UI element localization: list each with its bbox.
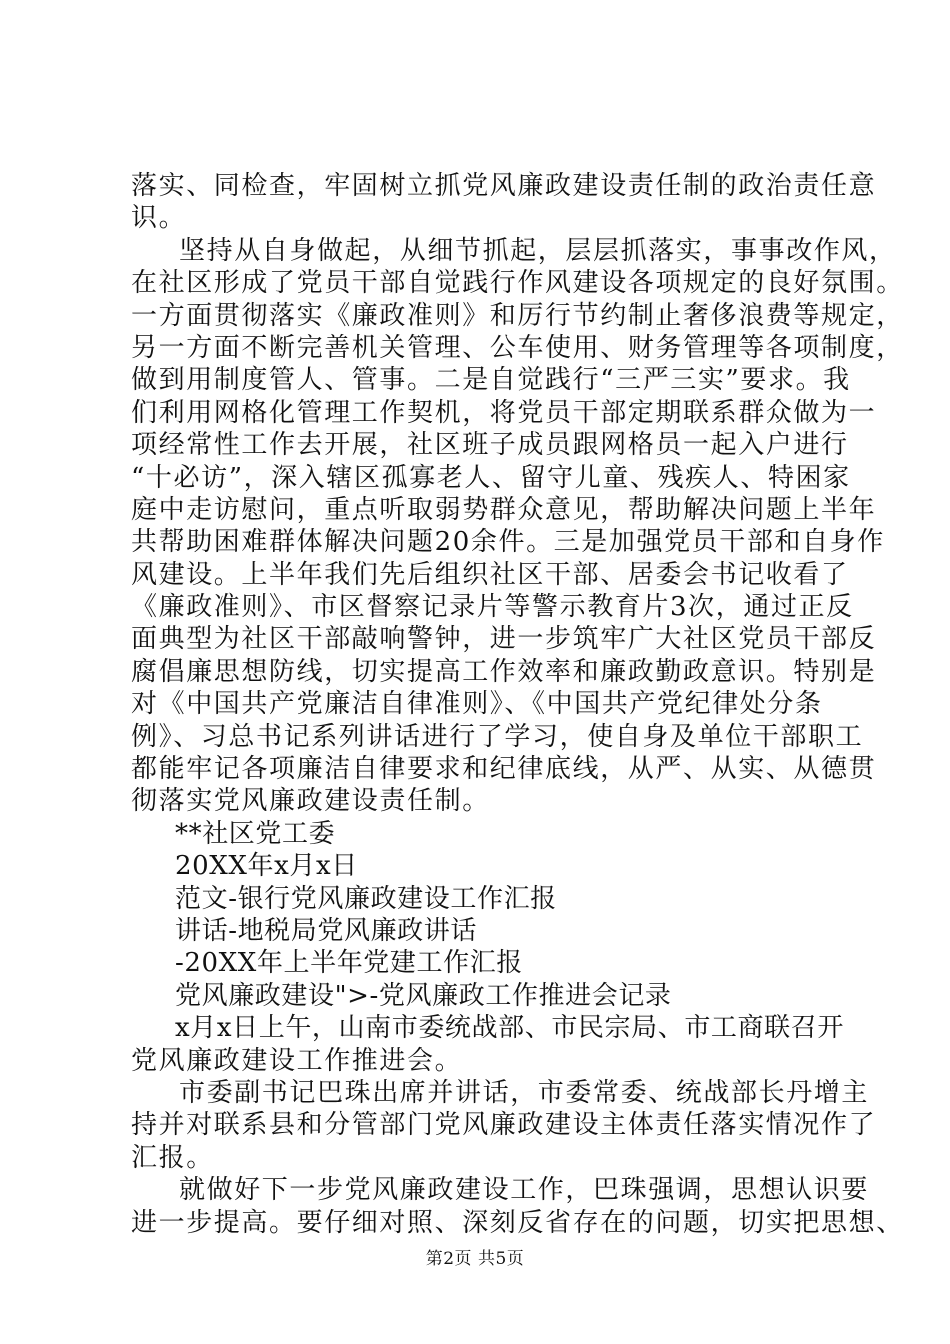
body-line: 《廉政准则》、市区督察记录片等警示教育片3次，通过正反 [131,592,854,623]
body-line: 进一步提高。要仔细对照、深刻反省存在的问题，切实把思想、 [131,1207,904,1238]
body-line: “十必访”，深入辖区孤寡老人、留守儿童、残疾人、特困家 [131,462,851,493]
body-line: 例》、习总书记系列讲话进行了学习，使自身及单位干部职工 [131,721,864,752]
body-line: 另一方面不断完善机关管理、公车使用、财务管理等各项制度， [131,332,904,363]
body-line: 持并对联系县和分管部门党风廉政建设主体责任落实情况作了 [131,1110,877,1141]
body-line: 在社区形成了党员干部自觉践行作风建设各项规定的良好氛围。 [131,268,904,299]
body-line: 党风廉政建设工作推进会。 [131,1045,463,1076]
body-line: 们利用网格化管理工作契机，将党员干部定期联系群众做为一 [131,397,877,428]
body-line: 落实、同检查，牢固树立抓党风廉政建设责任制的政治责任意 [131,171,877,201]
body-line: 一方面贯彻落实《廉政准则》和厉行节约制止奢侈浪费等规定， [131,300,904,331]
document-body [131,170,904,1239]
body-line: 做到用制度管人、管事。二是自觉践行“三严三实”要求。我 [131,365,851,396]
signature-date: 20XX年x月x日 [175,851,358,882]
body-line: 面典型为社区干部敲响警钟，进一步筑牢广大社区党员干部反 [131,624,877,655]
related-link-line: 范文-银行党风廉政建设工作汇报 [175,883,557,914]
body-line: 庭中走访慰问，重点听取弱势群众意见，帮助解决问题上半年 [131,494,877,525]
body-line: 项经常性工作去开展，社区班子成员跟网格员一起入户进行 [131,430,849,461]
body-line: 腐倡廉思想防线，切实提高工作效率和廉政勤政意识。特别是 [131,656,877,687]
signature-org: **社区党工委 [175,818,336,849]
page-footer [0,1244,950,1269]
paragraph-start-line: 市委副书记巴珠出席并讲话，市委常委、统战部长丹增主 [179,1077,870,1108]
related-link-line: 讲话-地税局党风廉政讲话 [175,915,477,946]
body-line: 识。 [131,203,187,234]
body-line: 汇报。 [131,1142,214,1173]
paragraph-start-line: 就做好下一步党风廉政建设工作，巴珠强调，思想认识要 [179,1175,870,1206]
related-link-line: -20XX年上半年党建工作汇报 [175,948,523,979]
body-line: 都能牢记各项廉洁自律要求和纪律底线，从严、从实、从德贯 [131,754,877,785]
paragraph-start-line: x月x日上午，山南市委统战部、市民宗局、市工商联召开 [175,1013,844,1044]
section-heading: 党风廉政建设">-党风廉政工作推进会记录 [175,980,672,1011]
body-line: 风建设。上半年我们先后组织社区干部、居委会书记收看了 [131,559,849,590]
body-line: 彻落实党风廉政建设责任制。 [131,786,490,817]
page-number-label: 第2页 共5页 [425,1249,525,1269]
paragraph-start-line: 坚持从自身做起，从细节抓起，层层抓落实，事事改作风， [179,235,897,266]
body-line: 对《中国共产党廉洁自律准则》、《中国共产党纪律处分条 [131,689,823,720]
body-line: 共帮助困难群体解决问题20余件。三是加强党员干部和自身作 [131,527,885,558]
